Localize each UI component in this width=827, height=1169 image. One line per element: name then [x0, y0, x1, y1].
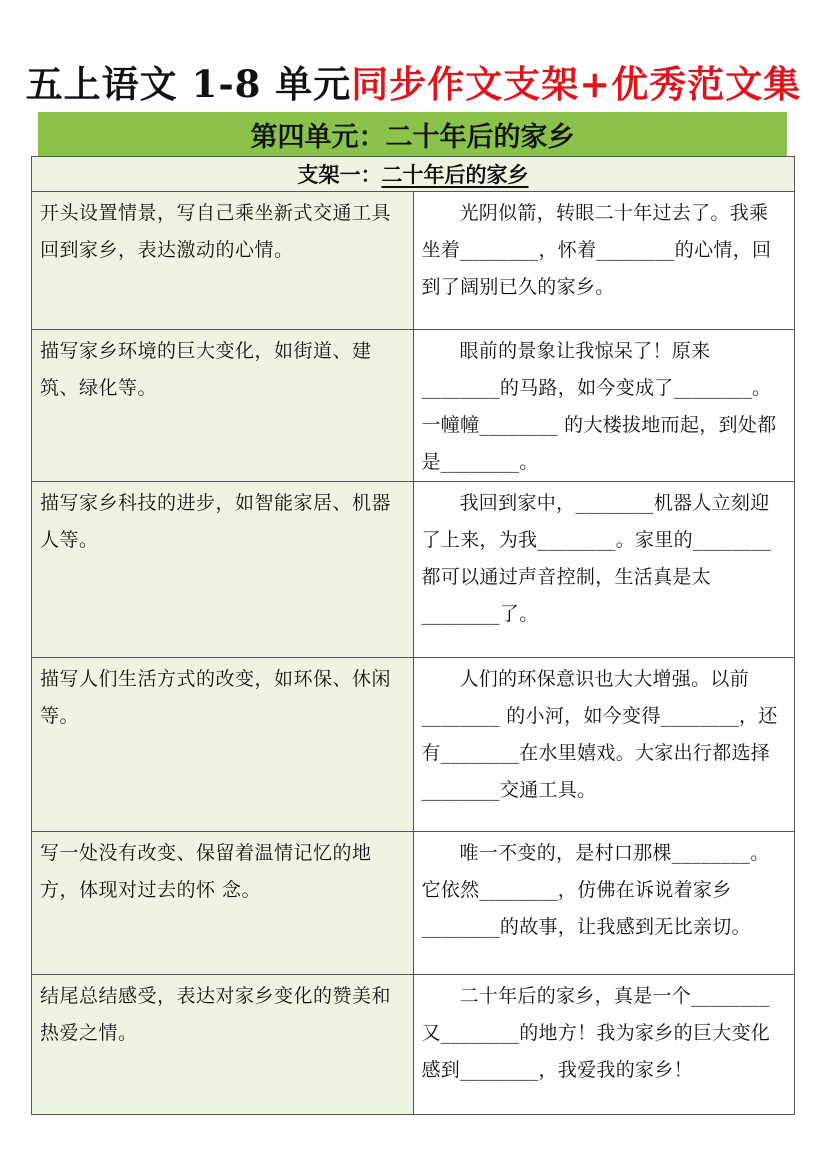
table-row: [32, 192, 795, 330]
table-row: [32, 330, 795, 482]
guide-cell: 描写人们生活方式的改变，如环保、休闲等。: [32, 658, 414, 832]
text-cell: 我回到家中，________机器人立刻迎了上来，为我________。家里的________都可以通过声音控制，生活真是太________了。: [413, 482, 795, 658]
text-cell: 二十年后的家乡，真是一个________又________的地方！我为家乡的巨大变化感到________，我爱我的家乡！: [413, 975, 795, 1115]
text-cell: 眼前的景象让我惊呆了！原来________的马路，如今变成了________。一幢幢________ 的大楼拔地而起，到处都是________。: [413, 330, 795, 482]
text-cell: 唯一不变的，是村口那棵________。它依然________，仿佛在诉说着家乡________的故事，让我感到无比亲切。: [413, 832, 795, 975]
title-main: 五上语文 1-8 单元: [25, 62, 352, 106]
table-row: [32, 975, 795, 1115]
guide-cell: 开头设置情景，写自己乘坐新式交通工具回到家乡，表达激动的心情。: [32, 192, 414, 330]
page-title: [0, 62, 827, 106]
table-row: [32, 832, 795, 975]
guide-cell: 描写家乡环境的巨大变化，如街道、建筑、绿化等。: [32, 330, 414, 482]
text-cell: 光阴似箭，转眼二十年过去了。我乘坐着________，怀着________的心情，回到了阔别已久的家乡。: [413, 192, 795, 330]
unit-banner: 第四单元：二十年后的家乡: [38, 112, 787, 156]
frame-label: 支架一：: [297, 162, 382, 187]
frame-header-row: [32, 157, 795, 192]
frame-header: [32, 157, 795, 192]
writing-frame-table: [31, 156, 795, 1115]
guide-cell: 描写家乡科技的进步，如智能家居、机器人等。: [32, 482, 414, 658]
guide-cell: 结尾总结感受，表达对家乡变化的赞美和热爱之情。: [32, 975, 414, 1115]
frame-name: 二十年后的家乡: [381, 162, 529, 187]
title-highlight: 同步作文支架+优秀范文集: [351, 62, 802, 106]
text-cell: 人们的环保意识也大大增强。以前________ 的小河，如今变得________，还有________在水里嬉戏。大家出行都选择________交通工具。: [413, 658, 795, 832]
guide-cell: 写一处没有改变、保留着温情记忆的地方，体现对过去的怀 念。: [32, 832, 414, 975]
table-row: [32, 482, 795, 658]
table-row: [32, 658, 795, 832]
